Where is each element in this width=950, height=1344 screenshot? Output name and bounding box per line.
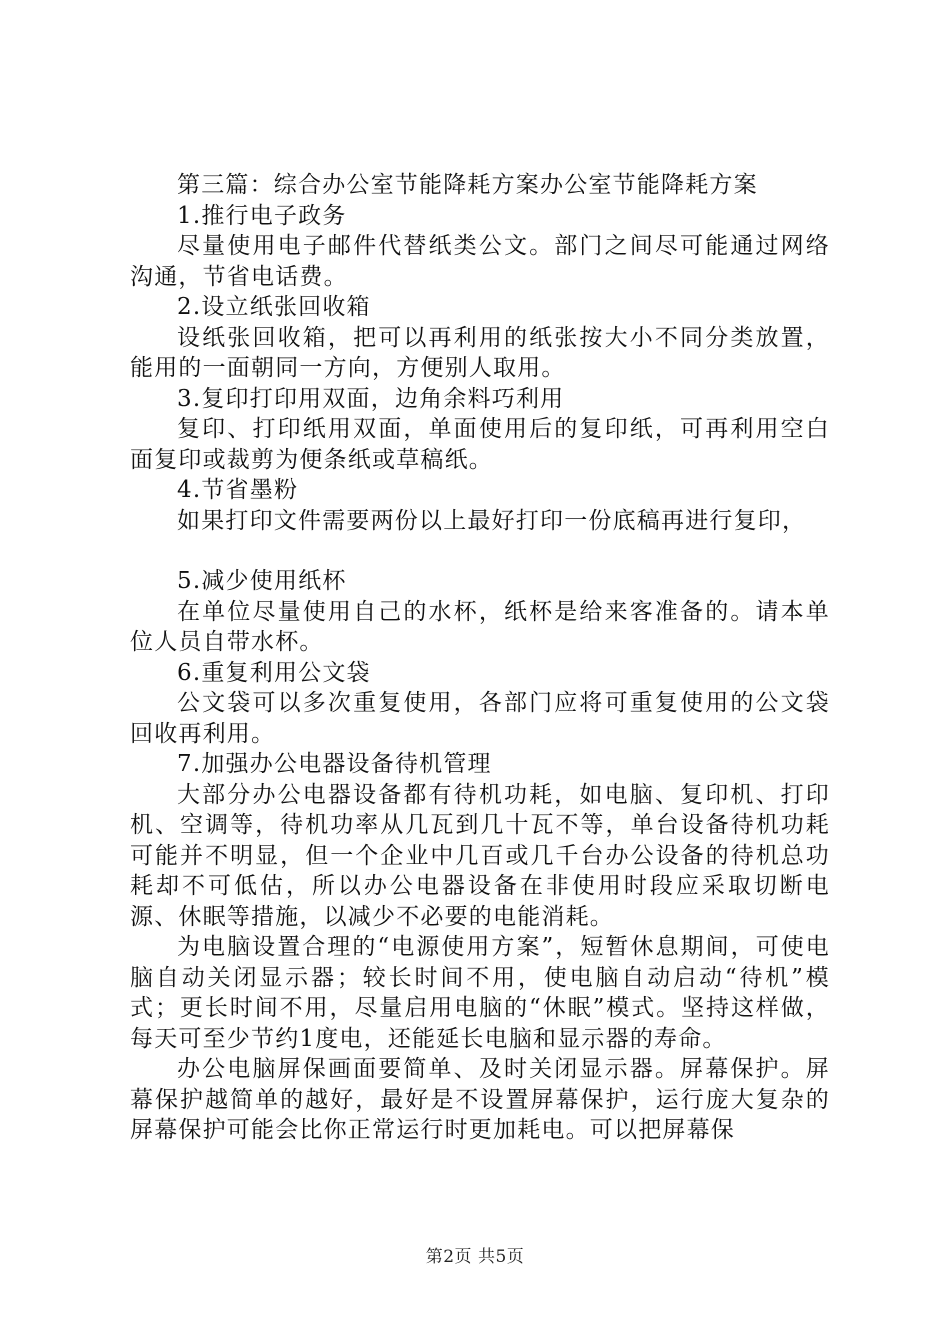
item-heading-1: 1.推行电子政务 [177, 202, 347, 229]
item-text-7b: 为电脑设置合理的“电源使用方案”，短暂休息期间，可使电脑自动关闭显示器；较长时间不用，使电脑自动启动“待机”模式；更长时间不用，尽量启用电脑的“休眠”模式。坚持这样做，每天可至少节约1度电，还能延长电脑和显示器的寿命。 [130, 934, 830, 1052]
item-heading-3: 3.复印打印用双面，边角余料巧利用 [177, 385, 565, 412]
item-text-4: 如果打印文件需要两份以上最好打印一份底稿再进行复印， [177, 507, 807, 534]
page-number-footer: 第2页 共5页 [425, 1247, 525, 1267]
item-heading-2: 2.设立纸张回收箱 [177, 294, 371, 320]
item-heading-7: 7.加强办公电器设备待机管理 [177, 751, 492, 777]
item-text-7a: 大部分办公电器设备都有待机功耗，如电脑、复印机、打印机、空调等，待机功率从几瓦到几十瓦不等，单台设备待机功耗可能并不明显，但一个企业中几百或几千台办公设备的待机总功耗却不可低估，所以办公电器设备在非使用时段应采取切断电源、休眠等措施，以减少不必要的电能消耗。 [130, 781, 830, 930]
item-text-5: 在单位尽量使用自己的水杯，纸杯是给来客准备的。请本单位人员自带水杯。 [130, 598, 830, 655]
item-text-6: 公文袋可以多次重复使用，各部门应将可重复使用的公文袋回收再利用。 [130, 690, 830, 747]
item-text-7c: 办公电脑屏保画面要简单、及时关闭显示器。屏幕保护。屏幕保护越简单的越好，最好是不设置屏幕保护，运行庞大复杂的屏幕保护可能会比你正常运行时更加耗电。可以把屏幕保 [130, 1056, 830, 1143]
item-heading-4: 4.节省墨粉 [177, 477, 299, 503]
item-heading-5: 5.减少使用纸杯 [177, 568, 347, 594]
document-body [130, 170, 830, 1146]
item-text-2: 设纸张回收箱，把可以再利用的纸张按大小不同分类放置，能用的一面朝同一方向，方便别人取用。 [130, 324, 830, 381]
item-heading-6: 6.重复利用公文袋 [177, 659, 371, 686]
item-text-3: 复印、打印纸用双面，单面使用后的复印纸，可再利用空白面复印或裁剪为便条纸或草稿纸。 [130, 416, 830, 473]
section-title: 第三篇：综合办公室节能降耗方案办公室节能降耗方案 [177, 172, 758, 198]
item-text-1: 尽量使用电子邮件代替纸类公文。部门之间尽可能通过网络沟通，节省电话费。 [130, 233, 830, 290]
